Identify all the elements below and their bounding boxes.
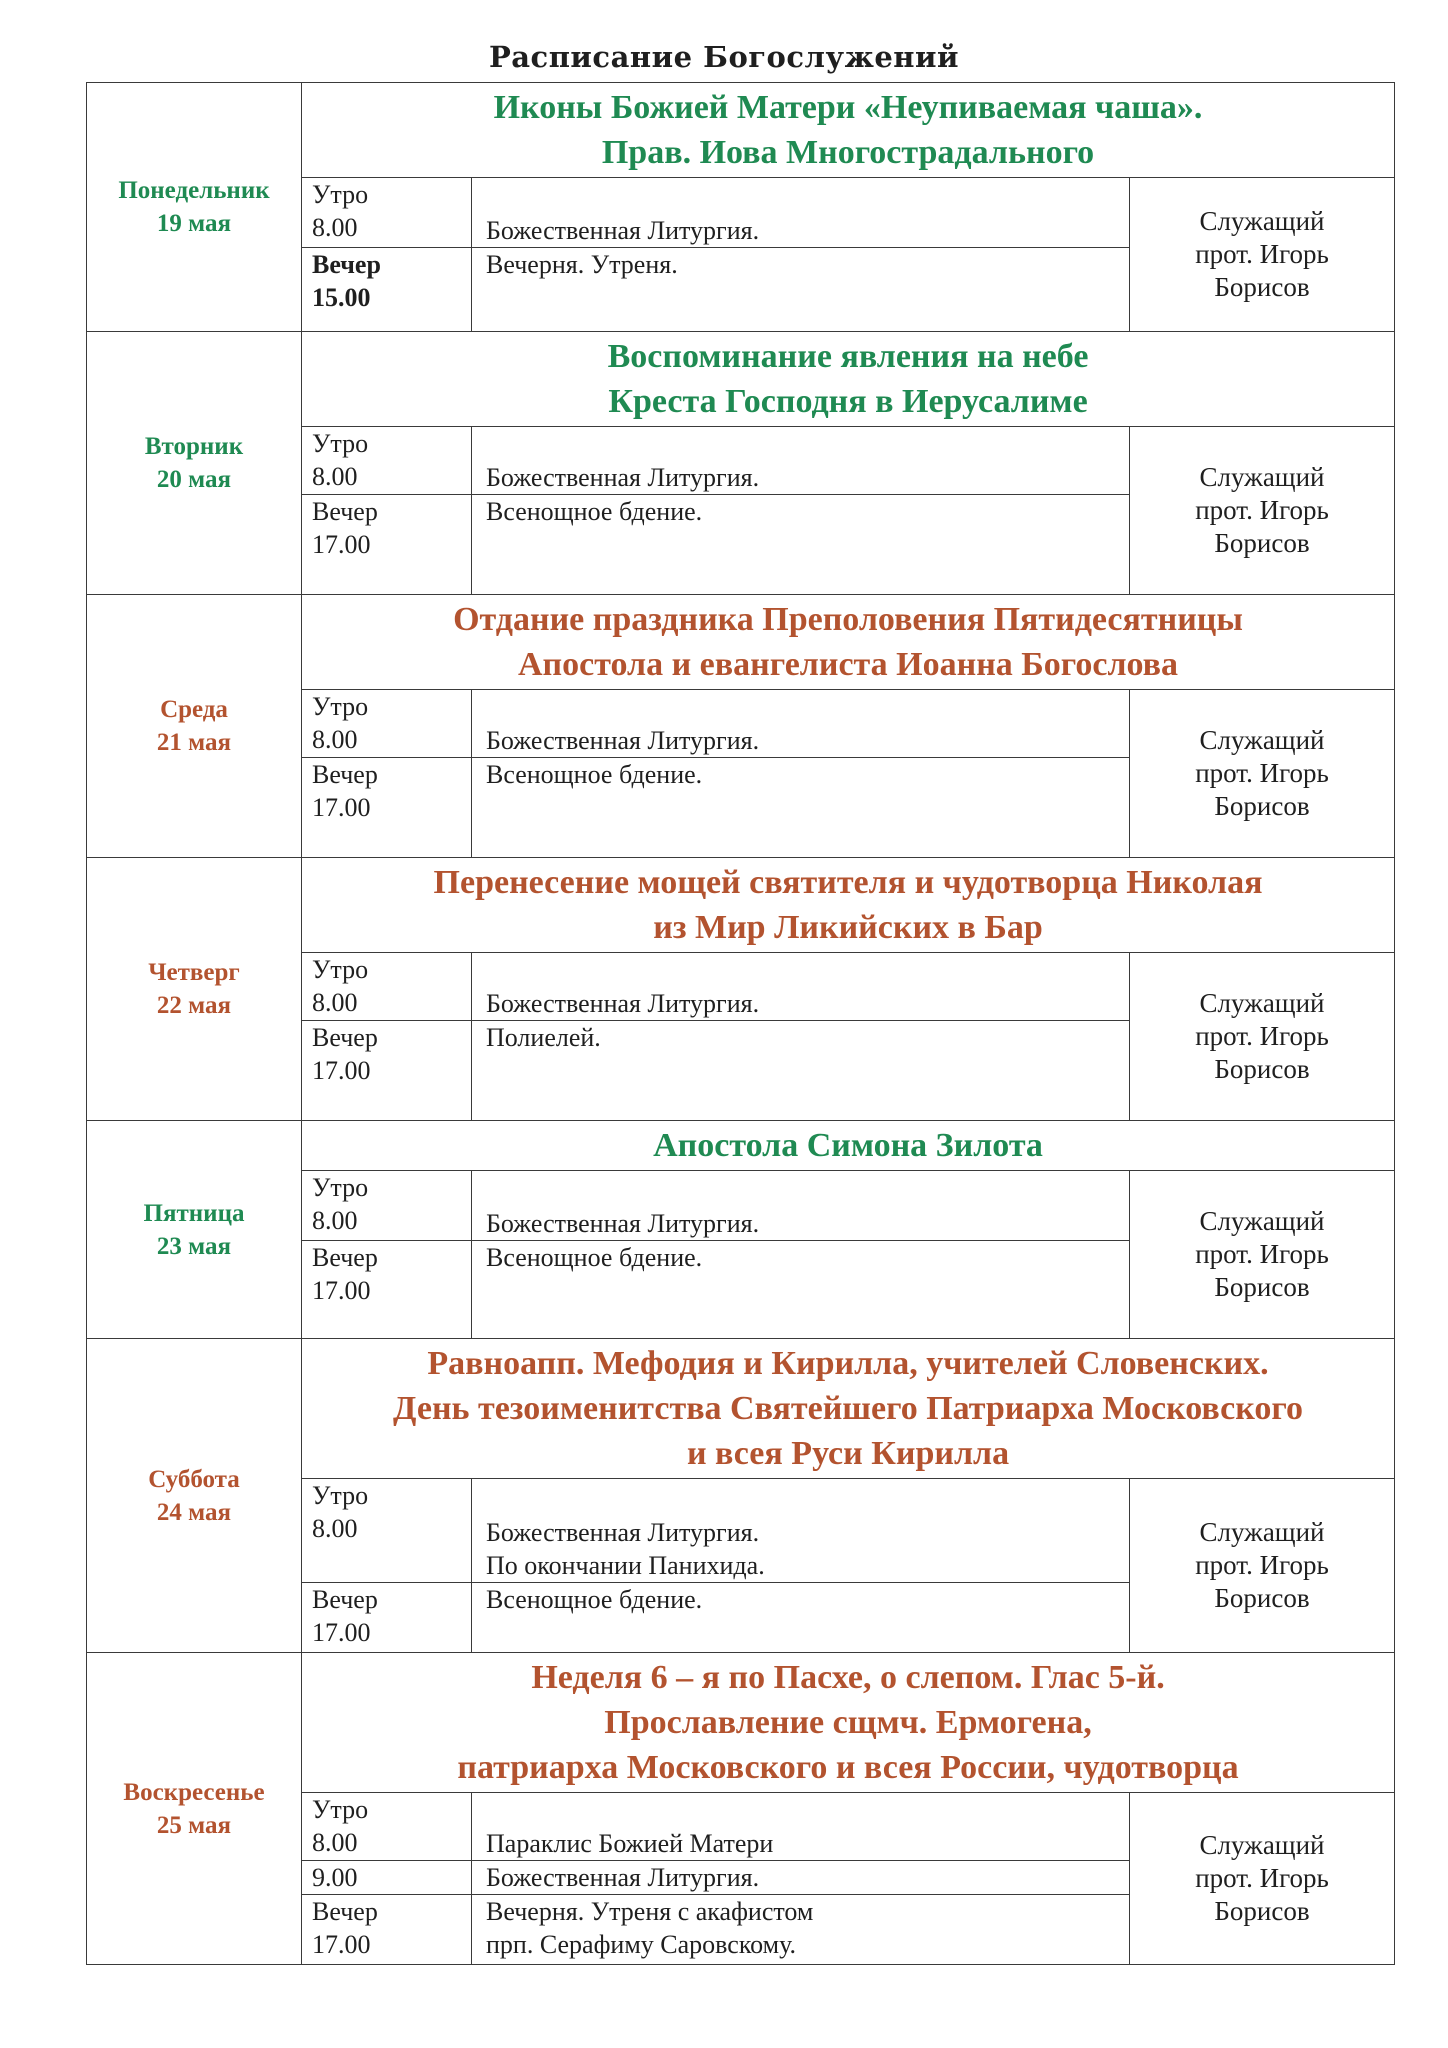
time-label: Утро <box>312 955 369 984</box>
feast-title <box>302 332 1395 427</box>
weekday: Вторник <box>144 433 244 460</box>
weekday: Суббота <box>148 1465 240 1493</box>
evening-service <box>472 495 1130 595</box>
feast-title <box>302 1121 1395 1171</box>
service-line: Божественная Литургия. <box>486 463 760 492</box>
day-header-row <box>87 1121 1395 1171</box>
priest-line: Служащий <box>1199 988 1325 1018</box>
schedule-table <box>86 82 1395 1965</box>
morning-service <box>472 427 1130 495</box>
priest-line: прот. Игорь <box>1195 1021 1329 1051</box>
service-line: Вечерня. Утреня с акафистом <box>486 1897 814 1926</box>
extra-service <box>472 1861 1130 1895</box>
time-value: 8.00 <box>312 1828 358 1857</box>
feast-title <box>302 1339 1395 1479</box>
time-label: Вечер <box>312 1897 378 1926</box>
priest-line: Служащий <box>1199 206 1325 236</box>
feast-title <box>302 858 1395 953</box>
morning-service <box>472 953 1130 1021</box>
feast-line: Креста Господня в Иерусалиме <box>608 383 1088 420</box>
day-cell <box>87 83 302 332</box>
time-value: 17.00 <box>312 1618 371 1647</box>
priest-cell <box>1130 1793 1395 1965</box>
morning-service <box>472 1793 1130 1861</box>
priest-cell <box>1130 1479 1395 1653</box>
priest-line: Борисов <box>1214 1272 1310 1302</box>
feast-title <box>302 83 1395 178</box>
morning-time <box>302 178 472 248</box>
priest-line: Служащий <box>1199 1206 1325 1236</box>
priest-line: Служащий <box>1199 1517 1325 1547</box>
service-line: Вечерня. Утреня. <box>486 250 678 279</box>
feast-line: Перенесение мощей святителя и чудотворца Николая <box>433 864 1263 901</box>
service-line: Божественная Литургия. <box>486 1863 760 1892</box>
feast-title <box>302 595 1395 690</box>
evening-time <box>302 248 472 332</box>
time-label: Утро <box>312 1173 369 1202</box>
date: 20 мая <box>156 466 232 493</box>
day-cell <box>87 1339 302 1653</box>
morning-time <box>302 953 472 1021</box>
evening-time <box>302 495 472 595</box>
time-label: Вечер <box>312 250 381 279</box>
feast-line: Апостола и евангелиста Иоанна Богослова <box>517 646 1179 683</box>
feast-line: Прав. Иова Многострадального <box>601 134 1095 171</box>
service-line: Божественная Литургия. <box>486 1518 760 1547</box>
priest-line: Борисов <box>1214 1054 1310 1084</box>
service-line: Божественная Литургия. <box>486 989 760 1018</box>
priest-line: Борисов <box>1214 1583 1310 1613</box>
priest-line: Борисов <box>1214 791 1310 821</box>
date: 21 мая <box>156 729 232 756</box>
schedule-body <box>87 83 1395 1965</box>
feast-line: Апостола Симона Зилота <box>653 1127 1043 1164</box>
service-line: Всенощное бдение. <box>486 1243 703 1272</box>
feast-line: Иконы Божией Матери «Неупиваемая чаша». <box>493 89 1203 126</box>
service-line: Всенощное бдение. <box>486 497 703 526</box>
evening-service <box>472 1583 1130 1653</box>
day-header-row <box>87 858 1395 953</box>
priest-line: прот. Игорь <box>1195 758 1329 788</box>
morning-service <box>472 178 1130 248</box>
priest-cell <box>1130 1171 1395 1339</box>
evening-time <box>302 1895 472 1965</box>
day-header-row <box>87 1339 1395 1479</box>
day-header-row <box>87 83 1395 178</box>
service-line: Божественная Литургия. <box>486 1209 760 1238</box>
time-value: 8.00 <box>312 725 358 754</box>
evening-service <box>472 1241 1130 1339</box>
feast-line: патриарха Московского и всея России, чудотворца <box>457 1749 1239 1786</box>
evening-service <box>472 1895 1130 1965</box>
feast-line: Прославление сщмч. Ермогена, <box>604 1704 1092 1741</box>
date: 25 мая <box>156 1811 232 1839</box>
feast-line: из Мир Ликийских в Бар <box>653 909 1043 946</box>
feast-line: Отдание праздника Преполовения Пятидесятницы <box>453 601 1243 638</box>
weekday: Четверг <box>148 959 240 986</box>
service-line: Полиелей. <box>486 1023 601 1052</box>
time-label: Утро <box>312 692 369 721</box>
date: 22 мая <box>156 992 232 1019</box>
morning-time <box>302 427 472 495</box>
day-cell <box>87 858 302 1121</box>
time-value: 17.00 <box>312 1056 371 1085</box>
day-header-row <box>87 595 1395 690</box>
time-label: Утро <box>312 1795 369 1824</box>
time-value: 17.00 <box>312 1276 371 1305</box>
evening-service <box>472 1021 1130 1121</box>
time-label: Утро <box>312 429 369 458</box>
date: 23 мая <box>156 1232 232 1260</box>
feast-title <box>302 1653 1395 1793</box>
service-line: Параклис Божией Матери <box>486 1829 774 1858</box>
day-cell <box>87 1653 302 1965</box>
time-value: 8.00 <box>312 988 358 1017</box>
priest-line: прот. Игорь <box>1195 1863 1329 1893</box>
time-value: 17.00 <box>312 793 371 822</box>
priest-line: Борисов <box>1214 528 1310 558</box>
priest-cell <box>1130 690 1395 858</box>
time-value: 15.00 <box>312 283 371 312</box>
time-label: Вечер <box>312 1585 378 1614</box>
time-label: Вечер <box>312 497 378 526</box>
service-line: По окончании Панихида. <box>486 1551 765 1580</box>
morning-time <box>302 1793 472 1861</box>
priest-cell <box>1130 427 1395 595</box>
day-header-row <box>87 1653 1395 1793</box>
weekday: Понедельник <box>118 177 270 204</box>
priest-line: Борисов <box>1214 1896 1310 1926</box>
date: 19 мая <box>156 210 232 237</box>
service-line: Всенощное бдение. <box>486 1585 703 1614</box>
time-value: 8.00 <box>312 213 358 242</box>
day-cell <box>87 1121 302 1339</box>
day-header-row <box>87 332 1395 427</box>
page-title: Расписание Богослужений <box>488 40 960 74</box>
weekday: Пятница <box>143 1199 245 1227</box>
morning-service <box>472 1171 1130 1241</box>
service-line: Божественная Литургия. <box>486 726 760 755</box>
service-line: Божественная Литургия. <box>486 216 760 245</box>
time-label: Вечер <box>312 1023 378 1052</box>
time-value: 9.00 <box>312 1863 358 1892</box>
service-line: Всенощное бдение. <box>486 760 703 789</box>
morning-time <box>302 1171 472 1241</box>
time-value: 17.00 <box>312 530 371 559</box>
priest-cell <box>1130 953 1395 1121</box>
priest-line: прот. Игорь <box>1195 1239 1329 1269</box>
time-label: Вечер <box>312 760 378 789</box>
feast-line: Воспоминание явления на небе <box>607 338 1089 375</box>
extra-time <box>302 1861 472 1895</box>
priest-line: Служащий <box>1199 462 1325 492</box>
time-value: 17.00 <box>312 1930 371 1959</box>
time-label: Утро <box>312 180 369 209</box>
day-cell <box>87 332 302 595</box>
morning-time <box>302 1479 472 1583</box>
priest-line: Борисов <box>1214 272 1310 302</box>
service-line: прп. Серафиму Саровскому. <box>486 1930 796 1959</box>
priest-line: прот. Игорь <box>1195 239 1329 269</box>
evening-time <box>302 1241 472 1339</box>
feast-line: Равноапп. Мефодия и Кирилла, учителей Словенских. <box>427 1345 1269 1382</box>
evening-service <box>472 248 1130 332</box>
evening-service <box>472 758 1130 858</box>
time-value: 8.00 <box>312 462 358 491</box>
evening-time <box>302 1021 472 1121</box>
time-value: 8.00 <box>312 1206 358 1235</box>
feast-line: День тезоименитства Святейшего Патриарха Московского <box>393 1390 1303 1427</box>
time-label: Утро <box>312 1481 369 1510</box>
weekday: Воскресенье <box>123 1778 265 1806</box>
priest-line: прот. Игорь <box>1195 1550 1329 1580</box>
feast-line: и всея Руси Кирилла <box>686 1435 1010 1472</box>
morning-service <box>472 1479 1130 1583</box>
feast-line: Неделя 6 – я по Пасхе, о слепом. Глас 5-й. <box>531 1659 1165 1696</box>
day-cell <box>87 595 302 858</box>
time-label: Вечер <box>312 1243 378 1272</box>
evening-time <box>302 1583 472 1653</box>
morning-time <box>302 690 472 758</box>
time-value: 8.00 <box>312 1514 358 1543</box>
weekday: Среда <box>160 696 228 723</box>
priest-line: прот. Игорь <box>1195 495 1329 525</box>
morning-service <box>472 690 1130 758</box>
date: 24 мая <box>156 1498 232 1526</box>
evening-time <box>302 758 472 858</box>
priest-cell <box>1130 178 1395 332</box>
priest-line: Служащий <box>1199 725 1325 755</box>
priest-line: Служащий <box>1199 1830 1325 1860</box>
